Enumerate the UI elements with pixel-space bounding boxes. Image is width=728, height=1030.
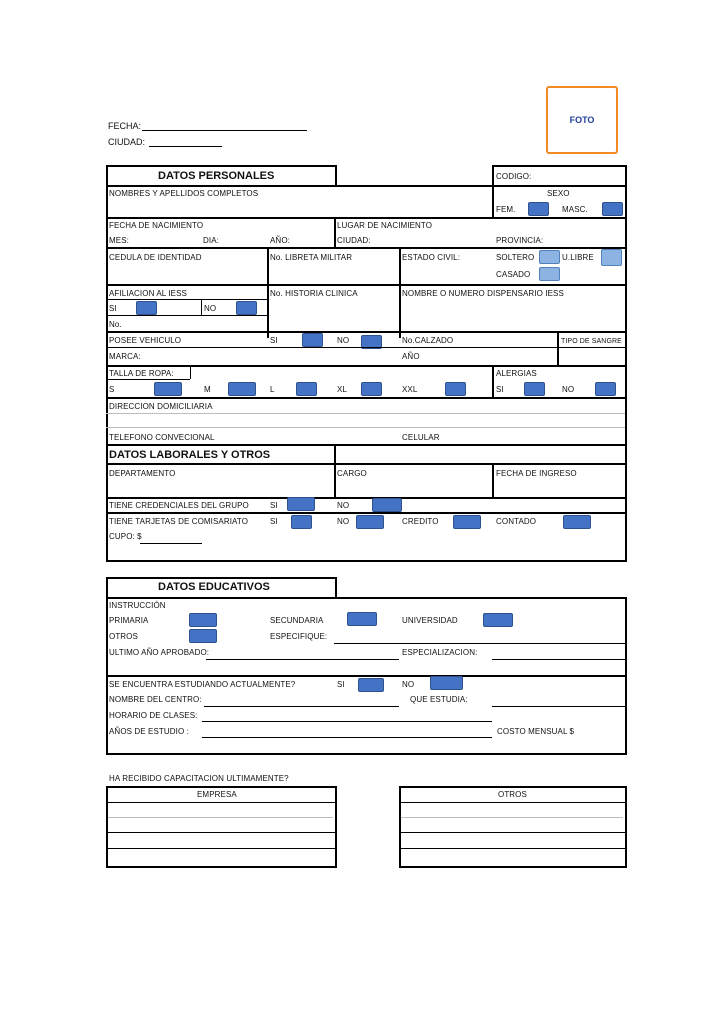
edu-bottom <box>106 753 627 755</box>
ciudad-label: CIUDAD: <box>108 137 146 147</box>
centro-label: NOMBRE DEL CENTRO: <box>109 695 202 704</box>
provincia-label: PROVINCIA: <box>496 236 544 245</box>
talla-s-checkbox[interactable] <box>154 382 182 396</box>
u-libre-checkbox[interactable] <box>601 249 622 266</box>
ciudad-line[interactable] <box>149 146 222 147</box>
row5-bottom <box>106 331 627 333</box>
ultimo-anio-line[interactable] <box>206 659 399 660</box>
edu-title-right <box>335 577 337 597</box>
calzado-label: No.CALZADO <box>402 336 454 345</box>
talla-xl-checkbox[interactable] <box>361 382 382 396</box>
codigo-left <box>492 165 494 217</box>
fecha-ingreso-label: FECHA DE INGRESO <box>496 469 577 478</box>
historia-label: No. HISTORIA CLINICA <box>270 289 358 298</box>
empresa-row-3[interactable] <box>106 832 335 833</box>
edu-left-border <box>106 577 108 755</box>
cedula-label: CEDULA DE IDENTIDAD <box>109 253 202 262</box>
casado-label: CASADO <box>496 270 531 279</box>
fecha-line[interactable] <box>142 130 307 131</box>
secundaria-checkbox[interactable] <box>347 612 377 626</box>
afiliacion-no-checkbox[interactable] <box>236 301 257 315</box>
fem-checkbox[interactable] <box>528 202 549 216</box>
tipo-sangre-label: TIPO DE SANGRE <box>561 338 622 345</box>
lugar-divider <box>334 217 336 247</box>
left-border <box>106 165 108 562</box>
talla-xxl-checkbox[interactable] <box>445 382 466 396</box>
afiliacion-si-label: SI <box>109 304 117 313</box>
anios-estudio-line[interactable] <box>202 737 492 738</box>
primaria-checkbox[interactable] <box>189 613 217 627</box>
que-estudia-label: QUE ESTUDIA: <box>410 695 468 704</box>
codigo-top <box>492 165 627 167</box>
title-top <box>106 165 335 167</box>
vehiculo-anio-label: AÑO <box>402 352 420 361</box>
alergias-no-label: NO <box>562 385 575 394</box>
tarjetas-si-checkbox[interactable] <box>291 515 312 529</box>
alergias-divider <box>492 365 494 397</box>
ultimo-anio-label: ULTIMO AÑO APROBADO: <box>109 648 210 657</box>
fecha-nac-label: FECHA DE NACIMIENTO <box>109 221 204 230</box>
codigo-label: CODIGO: <box>496 172 532 181</box>
especializacion-line[interactable] <box>492 659 625 660</box>
talla-label: TALLA DE ROPA: <box>109 369 174 378</box>
row7-bottom <box>106 397 627 399</box>
col-divider-1 <box>267 247 269 338</box>
credenciales-no-checkbox[interactable] <box>372 498 402 512</box>
cargo-label: CARGO <box>337 469 367 478</box>
sangre-divider <box>557 331 559 365</box>
cupo-line[interactable] <box>140 543 202 544</box>
talla-l-label: L <box>270 385 275 394</box>
row2-bottom <box>106 217 627 219</box>
lab-row1-bottom <box>106 497 627 499</box>
lab-divider-1 <box>334 444 336 497</box>
photo-label: FOTO <box>569 115 595 125</box>
universidad-label: UNIVERSIDAD <box>402 616 458 625</box>
talla-l-checkbox[interactable] <box>296 382 317 396</box>
primaria-label: PRIMARIA <box>109 616 149 625</box>
direccion-line-1[interactable] <box>106 413 625 414</box>
credenciales-label: TIENE CREDENCIALES DEL GRUPO <box>109 501 249 510</box>
direccion-line-2[interactable] <box>106 427 625 428</box>
empresa-header: EMPRESA <box>197 790 237 799</box>
contado-label: CONTADO <box>496 517 537 526</box>
vehiculo-label: POSEE VEHICULO <box>109 336 182 345</box>
costo-label: COSTO MENSUAL $ <box>497 727 575 736</box>
datos-personales-title: DATOS PERSONALES <box>158 170 275 182</box>
row8-bottom <box>106 444 627 446</box>
especializacion-label: ESPECIALIZACION: <box>402 648 478 657</box>
numero-label: No. <box>109 320 122 329</box>
row1-bottom <box>106 185 627 187</box>
title-right <box>335 165 337 185</box>
row3-bottom <box>106 247 627 249</box>
instruccion-label: INSTRUCCIÓN <box>109 601 166 610</box>
credenciales-si-checkbox[interactable] <box>287 497 315 511</box>
lab-bottom <box>106 560 627 562</box>
alergias-no-checkbox[interactable] <box>595 382 616 396</box>
lab-title-bottom <box>106 463 627 465</box>
fem-label: FEM. <box>496 205 516 214</box>
contado-checkbox[interactable] <box>563 515 591 529</box>
vehiculo-si-label: SI <box>270 336 278 345</box>
anio-label: AÑO: <box>270 236 290 245</box>
row6-bottom <box>106 365 627 367</box>
tarjetas-no-label: NO <box>337 517 350 526</box>
estado-civil-label: ESTADO CIVIL: <box>402 253 461 262</box>
telefono-label: TELEFONO CONVECIONAL <box>109 433 215 442</box>
edu-row1-bottom <box>106 675 627 677</box>
secundaria-label: SECUNDARIA <box>270 616 324 625</box>
talla-xxl-label: XXL <box>402 385 418 394</box>
talla-m-checkbox[interactable] <box>228 382 256 396</box>
estudiando-si-checkbox[interactable] <box>358 678 384 692</box>
tarjetas-si-label: SI <box>270 517 278 526</box>
right-border <box>625 165 627 562</box>
credenciales-no-label: NO <box>337 501 350 510</box>
sexo-label: SEXO <box>547 189 570 198</box>
otros-checkbox[interactable] <box>189 629 217 643</box>
horario-label: HORARIO DE CLASES: <box>109 711 198 720</box>
talla-xl-label: XL <box>337 385 347 394</box>
afiliacion-si-checkbox[interactable] <box>136 301 157 315</box>
dia-label: DIA: <box>203 236 219 245</box>
masc-label: MASC. <box>562 205 588 214</box>
horario-line[interactable] <box>202 721 492 722</box>
capacitacion-question: HA RECIBIDO CAPACITACION ULTIMAMENTE? <box>109 774 289 783</box>
datos-laborales-title: DATOS LABORALES Y OTROS <box>109 449 271 461</box>
alergias-si-label: SI <box>496 385 504 394</box>
dispensario-label: NOMBRE O NUMERO DISPENSARIO IESS <box>402 289 564 298</box>
empresa-row-4[interactable] <box>106 848 335 849</box>
otros-row-4[interactable] <box>399 848 625 849</box>
ciudad-nac-label: CIUDAD: <box>337 236 371 245</box>
afiliacion-no-label: NO <box>204 304 217 313</box>
credito-label: CREDITO <box>402 517 439 526</box>
estudiando-no-label: NO <box>402 680 415 689</box>
lugar-nac-label: LUGAR DE NACIMIENTO <box>337 221 433 230</box>
casado-checkbox[interactable] <box>539 267 560 281</box>
especifique-label: ESPECIFIQUE: <box>270 632 328 641</box>
nombres-label: NOMBRES Y APELLIDOS COMPLETOS <box>109 189 259 198</box>
talla-underline <box>106 379 190 380</box>
otros-row-1[interactable] <box>399 802 625 803</box>
departamento-label: DEPARTAMENTO <box>109 469 176 478</box>
otros-header: OTROS <box>498 790 527 799</box>
edu-title-top <box>106 577 335 579</box>
u-libre-label: U.LIBRE <box>562 253 594 262</box>
datos-educativos-title: DATOS EDUCATIVOS <box>158 581 270 593</box>
otros-row-3[interactable] <box>399 832 625 833</box>
empresa-row-2[interactable] <box>108 817 333 818</box>
lab-row2-bottom <box>106 512 627 514</box>
talla-m-label: M <box>204 385 211 394</box>
lab-divider-2 <box>492 463 494 497</box>
fecha-label: FECHA: <box>108 121 142 131</box>
estudiando-no-checkbox[interactable] <box>430 676 463 690</box>
libreta-label: No. LIBRETA MILITAR <box>270 253 353 262</box>
marca-label: MARCA: <box>109 352 141 361</box>
tarjetas-label: TIENE TARJETAS DE COMISARIATO <box>109 517 249 526</box>
cupo-label: CUPO: $ <box>109 532 142 541</box>
especifique-line[interactable] <box>334 643 625 644</box>
talla-s-label: S <box>109 385 115 394</box>
afiliacion-label: AFILIACION AL IESS <box>109 289 187 298</box>
photo-box[interactable] <box>546 86 618 154</box>
talla-box-right <box>190 365 191 379</box>
otros-row-2[interactable] <box>401 817 623 818</box>
afiliacion-sep <box>106 299 267 300</box>
vehiculo-sep <box>106 347 625 348</box>
estudiando-label: SE ENCUENTRA ESTUDIANDO ACTUALMENTE? <box>109 680 296 689</box>
row4-bottom <box>106 284 627 286</box>
que-estudia-line[interactable] <box>492 706 625 707</box>
credito-checkbox[interactable] <box>453 515 481 529</box>
direccion-label: DIRECCION DOMICILIARIA <box>109 402 213 411</box>
tarjetas-no-checkbox[interactable] <box>356 515 384 529</box>
alergias-si-checkbox[interactable] <box>524 382 545 396</box>
alergias-label: ALERGIAS <box>496 369 537 378</box>
edu-title-bottom <box>106 597 627 599</box>
col-divider-2 <box>399 247 401 338</box>
celular-label: CELULAR <box>402 433 440 442</box>
otros-label: OTROS <box>109 632 138 641</box>
estudiando-si-label: SI <box>337 680 345 689</box>
vehiculo-si-checkbox[interactable] <box>302 333 323 347</box>
masc-checkbox[interactable] <box>602 202 623 216</box>
soltero-checkbox[interactable] <box>539 250 560 264</box>
afiliacion-sep2 <box>106 315 267 316</box>
universidad-checkbox[interactable] <box>483 613 513 627</box>
credenciales-si-label: SI <box>270 501 278 510</box>
centro-line[interactable] <box>204 706 399 707</box>
soltero-label: SOLTERO <box>496 253 535 262</box>
empresa-row-1[interactable] <box>106 802 335 803</box>
afiliacion-mid <box>201 299 202 315</box>
anios-estudio-label: AÑOS DE ESTUDIO : <box>109 727 189 736</box>
mes-label: MES: <box>109 236 129 245</box>
vehiculo-no-label: NO <box>337 336 350 345</box>
